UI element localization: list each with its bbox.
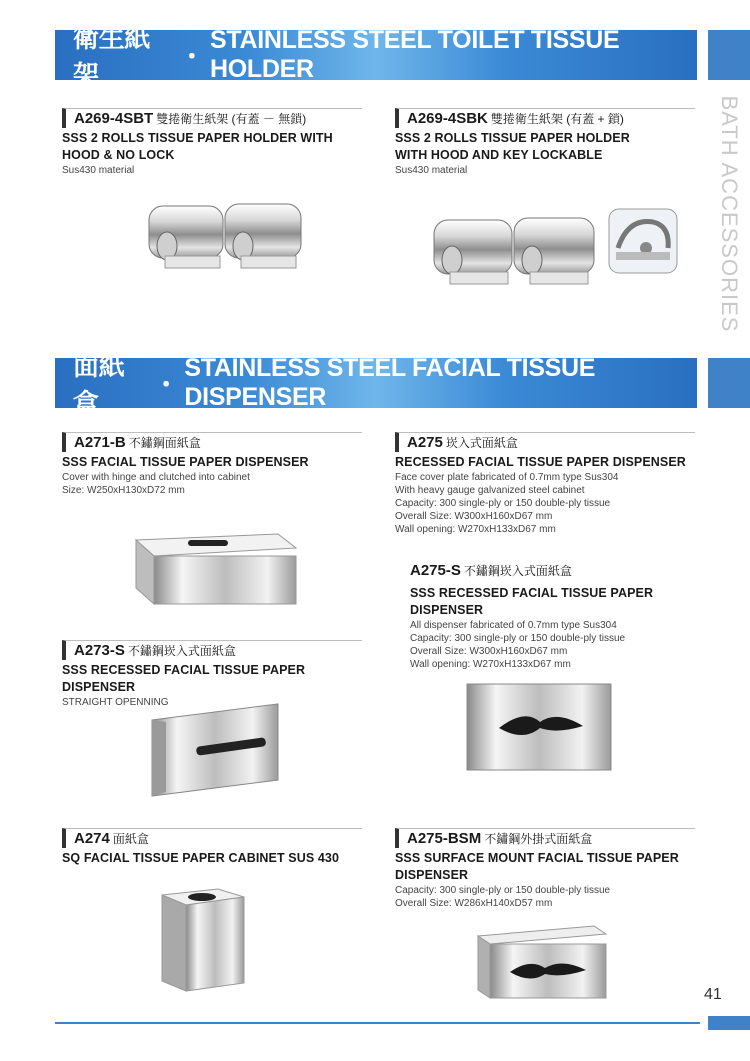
section-title-en: STAINLESS STEEL FACIAL TISSUE DISPENSER [184, 354, 596, 411]
title-separator: ・ [179, 43, 205, 71]
product-code: A274 [74, 830, 110, 847]
section-title-cn: 衛生紙架 [73, 23, 151, 90]
product-a269-4sbk [395, 108, 695, 177]
product-a275 [395, 432, 695, 536]
product-a275-bsm [395, 828, 695, 910]
product-name-cn: 雙捲衛生紙架 (有蓋 － 無鎖) [156, 112, 307, 126]
lock-detail-image [608, 208, 678, 274]
product-header [395, 432, 695, 452]
product-title: SQ FACIAL TISSUE PAPER CABINET SUS 430 [62, 851, 340, 865]
tissue-holder-lock-image [430, 210, 600, 290]
surface-dispenser-image [470, 920, 610, 1000]
product-title: SSS 2 ROLLS TISSUE PAPER HOLDER WITH HOOD & NO LOCK [62, 131, 333, 162]
product-name-cn: 不鏽鋼外掛式面紙盒 [484, 832, 593, 846]
banner-side-tab [708, 358, 750, 408]
product-desc: Sus430 material [62, 165, 135, 176]
recessed-box-image [148, 700, 288, 800]
tissue-box-image [128, 526, 298, 606]
square-box-image [158, 885, 248, 995]
recessed-dispenser-image [465, 682, 615, 774]
product-header [395, 108, 695, 128]
product-name-cn: 不鏽鋼崁入式面紙盒 [463, 564, 572, 578]
product-title: SSS RECESSED FACIAL TISSUE PAPER DISPENSER [62, 663, 306, 694]
title-separator: ・ [153, 371, 179, 399]
section-banner-facial-tissue [55, 351, 697, 418]
page-number: 41 [704, 986, 722, 1003]
product-desc: Sus430 material [395, 165, 468, 176]
product-header [62, 828, 362, 848]
product-name-cn: 崁入式面紙盒 [445, 436, 518, 450]
product-name-cn: 不鏽鋼崁入式面紙盒 [127, 644, 236, 658]
product-name-cn: 不鏽鋼面紙盒 [128, 436, 201, 450]
product-header [62, 432, 362, 452]
product-desc: STRAIGHT OPENNING [62, 697, 169, 708]
section-banner-toilet-tissue [55, 23, 697, 90]
product-title: SSS FACIAL TISSUE PAPER DISPENSER [62, 455, 309, 469]
product-header [62, 108, 362, 128]
product-desc: Capacity: 300 single-ply or 150 double-ply tissue Overall Size: W286xH140xD57 mm [395, 885, 611, 909]
product-code: A271-B [74, 434, 126, 451]
product-title: SSS 2 ROLLS TISSUE PAPER HOLDER WITH HOOD AND KEY LOCKABLE [395, 131, 630, 162]
product-title: SSS RECESSED FACIAL TISSUE PAPER DISPENSER [410, 586, 654, 617]
product-a271-b [62, 432, 362, 497]
product-a275-s [410, 562, 700, 671]
footer-rule [55, 1022, 700, 1024]
banner-side-tab [708, 30, 750, 80]
product-code: A273-S [74, 642, 125, 659]
product-header [395, 828, 695, 848]
product-name-cn: 面紙盒 [112, 832, 149, 846]
product-header [410, 562, 700, 579]
product-a269-4sbt [62, 108, 362, 177]
section-title-cn: 面紙盒 [73, 351, 125, 418]
product-desc: Cover with hinge and clutched into cabinet Size: W250xH130xD72 mm [62, 472, 250, 496]
side-label [714, 96, 744, 331]
section-title-en: STAINLESS STEEL TOILET TISSUE HOLDER [210, 26, 620, 83]
product-code: A269-4SBT [74, 110, 154, 127]
product-desc: All dispenser fabricated of 0.7mm type Sus304 Capacity: 300 single-ply or 150 double-ply tissue Overall Size: W300xH160xD67 mm Wall opening: W270xH133xD67 mm [410, 620, 626, 670]
product-code: A269-4SBK [407, 110, 488, 127]
product-desc: Face cover plate fabricated of 0.7mm type Sus304 With heavy gauge galvanized steel cabinet Capacity: 300 single-ply or 150 double-ply tissue Overall Size: W300xH160xD67 mm Wall opening: W270xH133xD67 mm [395, 472, 619, 535]
product-header [62, 640, 362, 660]
product-name-cn: 雙捲衛生紙架 (有蓋 + 鎖) [490, 112, 624, 126]
product-code: A275-BSM [407, 830, 482, 847]
product-title: SSS SURFACE MOUNT FACIAL TISSUE PAPER DISPENSER [395, 851, 679, 882]
product-code: A275 [407, 434, 443, 451]
side-label-text: BATH ACCESSORIES [717, 95, 742, 332]
tissue-holder-image [145, 198, 305, 273]
footer-tab [708, 1016, 750, 1030]
product-a273-s [62, 640, 362, 709]
product-a274 [62, 828, 362, 867]
product-code: A275-S [410, 562, 461, 579]
product-title: RECESSED FACIAL TISSUE PAPER DISPENSER [395, 455, 686, 469]
